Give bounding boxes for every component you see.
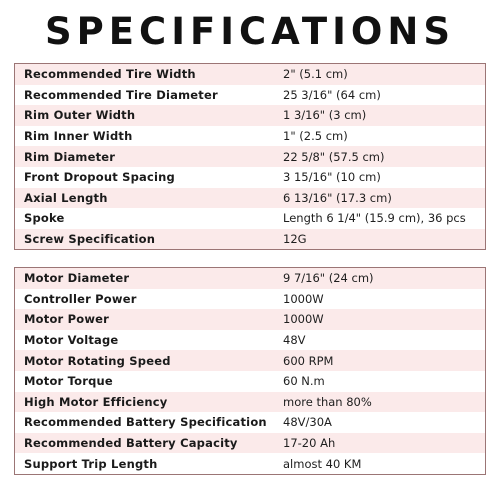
- table-row: [15, 289, 485, 310]
- table-row: [15, 64, 485, 85]
- table-row: [15, 371, 485, 392]
- spec-label: Motor Rotating Speed: [24, 353, 171, 368]
- spec-value: 2" (5.1 cm): [283, 67, 348, 82]
- spec-label: Support Trip Length: [24, 456, 158, 471]
- table-row: [15, 208, 485, 229]
- spec-label: Recommended Tire Diameter: [24, 87, 218, 102]
- spec-value: 12G: [283, 232, 307, 247]
- table-row: [15, 188, 485, 209]
- spec-label: Rim Outer Width: [24, 108, 136, 123]
- spec-label: Motor Diameter: [24, 271, 130, 286]
- spec-table-wheel: [14, 63, 486, 250]
- table-row: [15, 330, 485, 351]
- table-row: [15, 268, 485, 289]
- spec-value: 48V: [283, 333, 306, 348]
- table-row: [15, 412, 485, 433]
- spec-label: High Motor Efficiency: [24, 394, 168, 409]
- table-row: [15, 309, 485, 330]
- spec-label: Screw Specification: [24, 232, 156, 247]
- spec-value: 9 7/16" (24 cm): [283, 271, 374, 286]
- spec-table-motor: [14, 267, 486, 475]
- spec-value: Length 6 1/4" (15.9 cm), 36 pcs: [283, 211, 466, 226]
- spec-label: Motor Voltage: [24, 333, 119, 348]
- spec-value: almost 40 KM: [283, 456, 362, 471]
- table-row: [15, 350, 485, 371]
- spec-value: 1 3/16" (3 cm): [283, 108, 367, 123]
- spec-label: Rim Inner Width: [24, 129, 133, 144]
- spec-label: Rim Diameter: [24, 149, 116, 164]
- spec-value: 600 RPM: [283, 353, 334, 368]
- spec-label: Spoke: [24, 211, 65, 226]
- spec-label: Recommended Tire Width: [24, 67, 196, 82]
- table-row: [15, 126, 485, 147]
- table-row: [15, 433, 485, 454]
- table-row: [15, 85, 485, 106]
- spec-value: 25 3/16" (64 cm): [283, 87, 381, 102]
- spec-value: 48V/30A: [283, 415, 332, 430]
- spec-value: 17-20 Ah: [283, 436, 336, 451]
- spec-label: Recommended Battery Specification: [24, 415, 267, 430]
- spec-label: Front Dropout Spacing: [24, 170, 175, 185]
- table-row: [15, 229, 485, 250]
- table-row: [15, 392, 485, 413]
- spec-label: Controller Power: [24, 291, 137, 306]
- spec-value: 1000W: [283, 291, 324, 306]
- spec-value: more than 80%: [283, 394, 372, 409]
- spec-label: Motor Torque: [24, 374, 113, 389]
- table-row: [15, 105, 485, 126]
- spec-value: 22 5/8" (57.5 cm): [283, 149, 385, 164]
- spec-value: 6 13/16" (17.3 cm): [283, 190, 392, 205]
- spec-label: Axial Length: [24, 190, 108, 205]
- spec-value: 1" (2.5 cm): [283, 129, 348, 144]
- spec-value: 3 15/16" (10 cm): [283, 170, 381, 185]
- spec-value: 1000W: [283, 312, 324, 327]
- table-row: [15, 167, 485, 188]
- spec-value: 60 N.m: [283, 374, 325, 389]
- page-title: SPECIFICATIONS: [45, 10, 455, 53]
- table-row: [15, 453, 485, 474]
- spec-label: Recommended Battery Capacity: [24, 436, 238, 451]
- table-row: [15, 146, 485, 167]
- spec-label: Motor Power: [24, 312, 110, 327]
